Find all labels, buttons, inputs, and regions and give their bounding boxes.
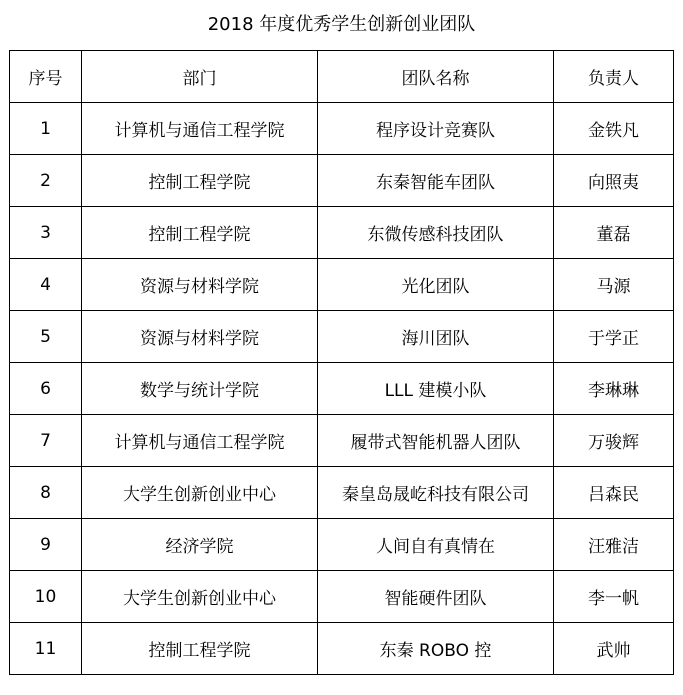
table-row [10, 571, 674, 623]
cell-team-name: 履带式智能机器人团队 [318, 415, 554, 467]
cell-team-name: LLL 建模小队 [318, 363, 554, 415]
cell-leader: 汪雅洁 [554, 519, 674, 571]
cell-department: 资源与材料学院 [82, 259, 318, 311]
table-row [10, 467, 674, 519]
cell-team-name: 东秦智能车团队 [318, 155, 554, 207]
cell-department: 大学生创新创业中心 [82, 467, 318, 519]
cell-leader: 马源 [554, 259, 674, 311]
header-number: 序号 [10, 51, 82, 103]
cell-team-name: 人间自有真情在 [318, 519, 554, 571]
cell-number: 7 [10, 415, 82, 467]
table-header-row [10, 51, 674, 103]
table-row [10, 103, 674, 155]
cell-leader: 向照夷 [554, 155, 674, 207]
cell-number: 2 [10, 155, 82, 207]
header-team-name: 团队名称 [318, 51, 554, 103]
cell-leader: 李琳琳 [554, 363, 674, 415]
cell-department: 数学与统计学院 [82, 363, 318, 415]
cell-department: 资源与材料学院 [82, 311, 318, 363]
cell-leader: 李一帆 [554, 571, 674, 623]
header-leader: 负责人 [554, 51, 674, 103]
cell-number: 9 [10, 519, 82, 571]
table-row [10, 155, 674, 207]
cell-leader: 万骏辉 [554, 415, 674, 467]
cell-department: 控制工程学院 [82, 207, 318, 259]
cell-number: 3 [10, 207, 82, 259]
cell-team-name: 程序设计竞赛队 [318, 103, 554, 155]
cell-number: 8 [10, 467, 82, 519]
cell-number: 4 [10, 259, 82, 311]
cell-team-name: 秦皇岛晟屹科技有限公司 [318, 467, 554, 519]
cell-team-name: 东秦 ROBO 控 [318, 623, 554, 675]
teams-table [9, 50, 674, 675]
cell-leader: 金铁凡 [554, 103, 674, 155]
cell-leader: 武帅 [554, 623, 674, 675]
cell-department: 经济学院 [82, 519, 318, 571]
cell-department: 计算机与通信工程学院 [82, 415, 318, 467]
cell-team-name: 东微传感科技团队 [318, 207, 554, 259]
table-row [10, 519, 674, 571]
cell-number: 11 [10, 623, 82, 675]
header-department: 部门 [82, 51, 318, 103]
cell-team-name: 海川团队 [318, 311, 554, 363]
cell-leader: 于学正 [554, 311, 674, 363]
cell-team-name: 智能硬件团队 [318, 571, 554, 623]
cell-department: 控制工程学院 [82, 623, 318, 675]
table-row [10, 363, 674, 415]
cell-leader: 董磊 [554, 207, 674, 259]
cell-team-name: 光化团队 [318, 259, 554, 311]
table-row [10, 623, 674, 675]
cell-number: 5 [10, 311, 82, 363]
table-row [10, 311, 674, 363]
cell-leader: 吕森民 [554, 467, 674, 519]
table-row [10, 415, 674, 467]
table-row [10, 259, 674, 311]
cell-number: 10 [10, 571, 82, 623]
cell-department: 大学生创新创业中心 [82, 571, 318, 623]
table-row [10, 207, 674, 259]
cell-number: 6 [10, 363, 82, 415]
document-title: 2018 年度优秀学生创新创业团队 [207, 14, 476, 35]
cell-department: 计算机与通信工程学院 [82, 103, 318, 155]
cell-department: 控制工程学院 [82, 155, 318, 207]
cell-number: 1 [10, 103, 82, 155]
